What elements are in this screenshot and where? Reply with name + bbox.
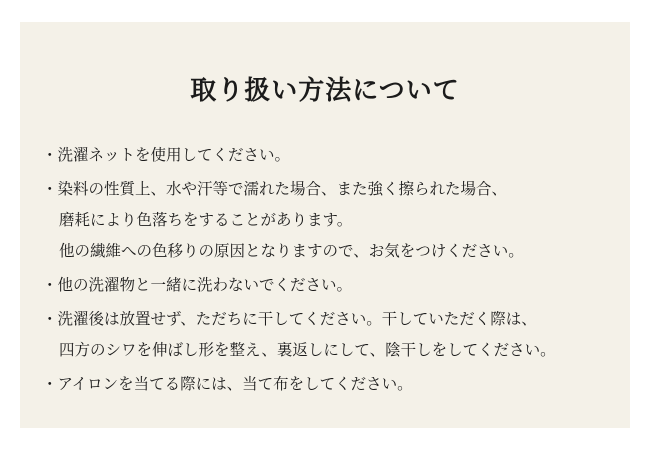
care-instructions-list: [42, 140, 608, 403]
instruction-line-continued: 他の繊維への色移りの原因となりますので、お気をつけください。: [59, 243, 524, 260]
instruction-line-primary: ・洗濯後は放置せず、ただちに干してください。干していただく際は、: [42, 311, 537, 328]
instruction-line-continued: 磨耗により色落ちをすることがあります。: [59, 212, 353, 229]
instruction-line-primary: ・他の洗濯物と一緒に洗わないでください。: [42, 277, 353, 294]
instruction-line-primary: ・染料の性質上、水や汗等で濡れた場合、また強く擦られた場合、: [42, 181, 508, 198]
list-item: [42, 174, 608, 267]
list-item: [42, 140, 608, 171]
instruction-line-primary: ・アイロンを当てる際には、当て布をしてください。: [42, 376, 413, 393]
list-item: [42, 270, 608, 301]
list-item: [42, 304, 608, 366]
page-title: 取り扱い方法について: [190, 75, 460, 105]
care-instructions-panel: [20, 22, 630, 428]
list-item: [42, 369, 608, 400]
instruction-line-primary: ・洗濯ネットを使用してください。: [42, 147, 291, 164]
instruction-line-continued: 四方のシワを伸ばし形を整え、裏返しにして、陰干しをしてください。: [59, 342, 556, 359]
